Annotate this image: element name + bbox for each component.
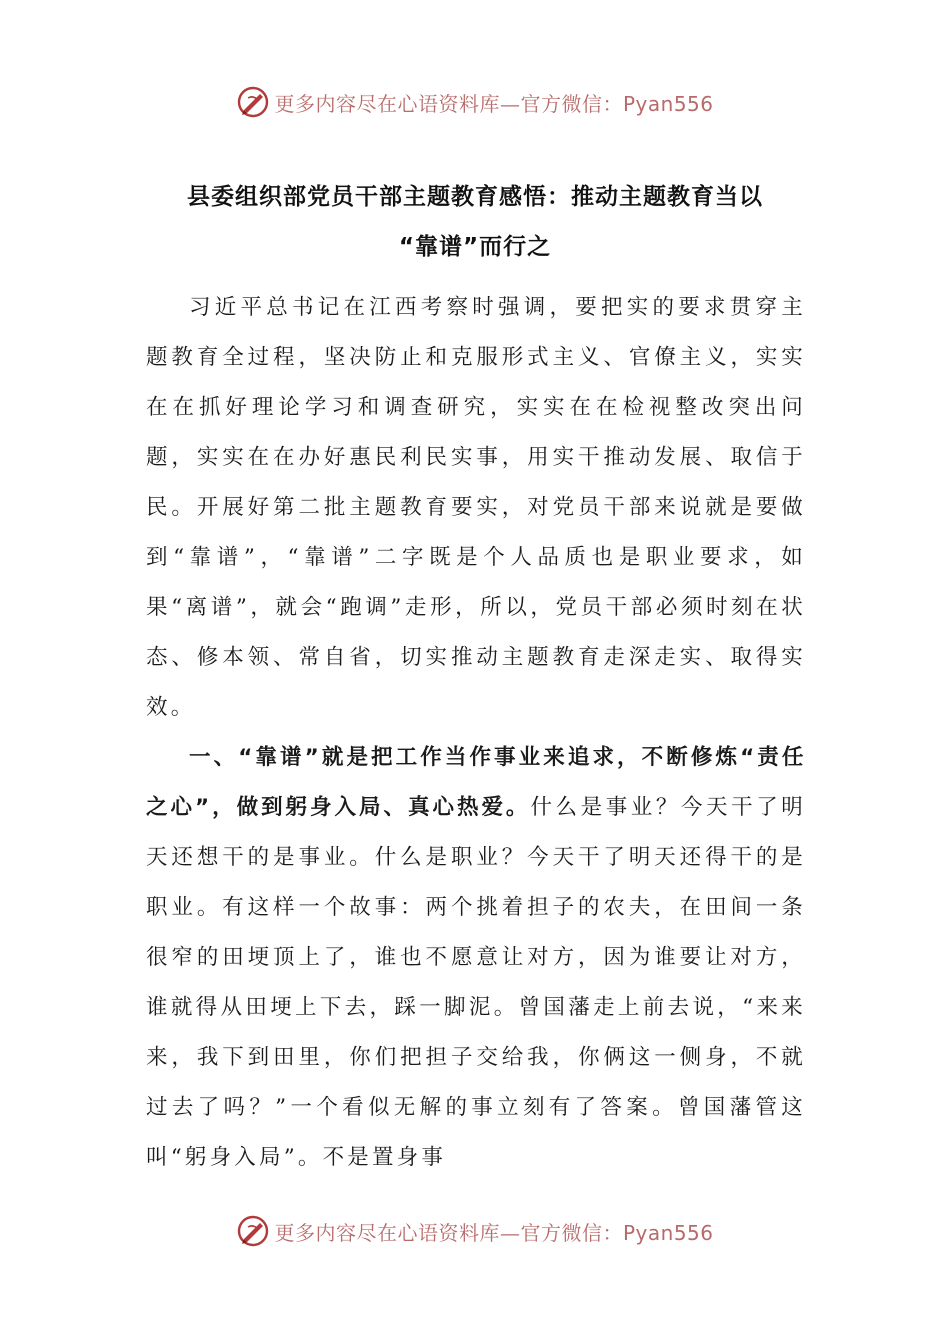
pen-logo-icon bbox=[236, 85, 270, 119]
section1-paragraph bbox=[146, 733, 806, 1183]
watermark-id: Pyan556 bbox=[622, 91, 714, 116]
watermark-id: Pyan556 bbox=[622, 1220, 714, 1245]
watermark-main: 更多内容尽在心语资料库—官方微信： bbox=[274, 91, 623, 116]
watermark-footer bbox=[0, 1211, 950, 1251]
watermark-main: 更多内容尽在心语资料库—官方微信： bbox=[274, 1220, 623, 1245]
watermark-header bbox=[0, 82, 950, 122]
watermark-text bbox=[274, 88, 713, 117]
intro-paragraph: 习近平总书记在江西考察时强调，要把实的要求贯穿主题教育全过程，坚决防止和克服形式主义、官僚主义，实实在在抓好理论学习和调查研究，实实在在检视整改突出问题，实实在在办好惠民利民实事，用实干推动发展、取信于民。开展好第二批主题教育要实，对党员干部来说就是要做到“靠谱”，“靠谱”二字既是个人品质也是职业要求，如果“离谱”，就会“跑调”走形，所以，党员干部必须时刻在状态、修本领、常自省，切实推动主题教育走深走实、取得实效。 bbox=[146, 295, 806, 720]
pen-logo-icon bbox=[236, 1214, 270, 1248]
document-title-line2: “靠谱”而行之 bbox=[398, 234, 552, 260]
document-title-line1: 县委组织部党员干部主题教育感悟：推动主题教育当以 bbox=[187, 184, 763, 210]
section1-text: 什么是事业？今天干了明天还想干的是事业。什么是职业？今天干了明天还得干的是职业。有这样一个故事：两个挑着担子的农夫，在田间一条很窄的田埂顶上了，谁也不愿意让对方，因为谁要让对方，谁就得从田埂上下去，踩一脚泥。曾国藩走上前去说，“来来来，我下到田里，你们把担子交给我，你俩这一侧身，不就过去了吗？”一个看似无解的事立刻有了答案。曾国藩管这叫“躬身入局”。不是置身事 bbox=[146, 795, 807, 1170]
watermark-text bbox=[274, 1217, 713, 1246]
document-body bbox=[146, 283, 806, 1183]
section1-heading: 一、“靠谱”就是把工作当作事业来追求，不断修炼“责任之心”，做到躬身入局、真心热爱。 bbox=[146, 745, 806, 820]
